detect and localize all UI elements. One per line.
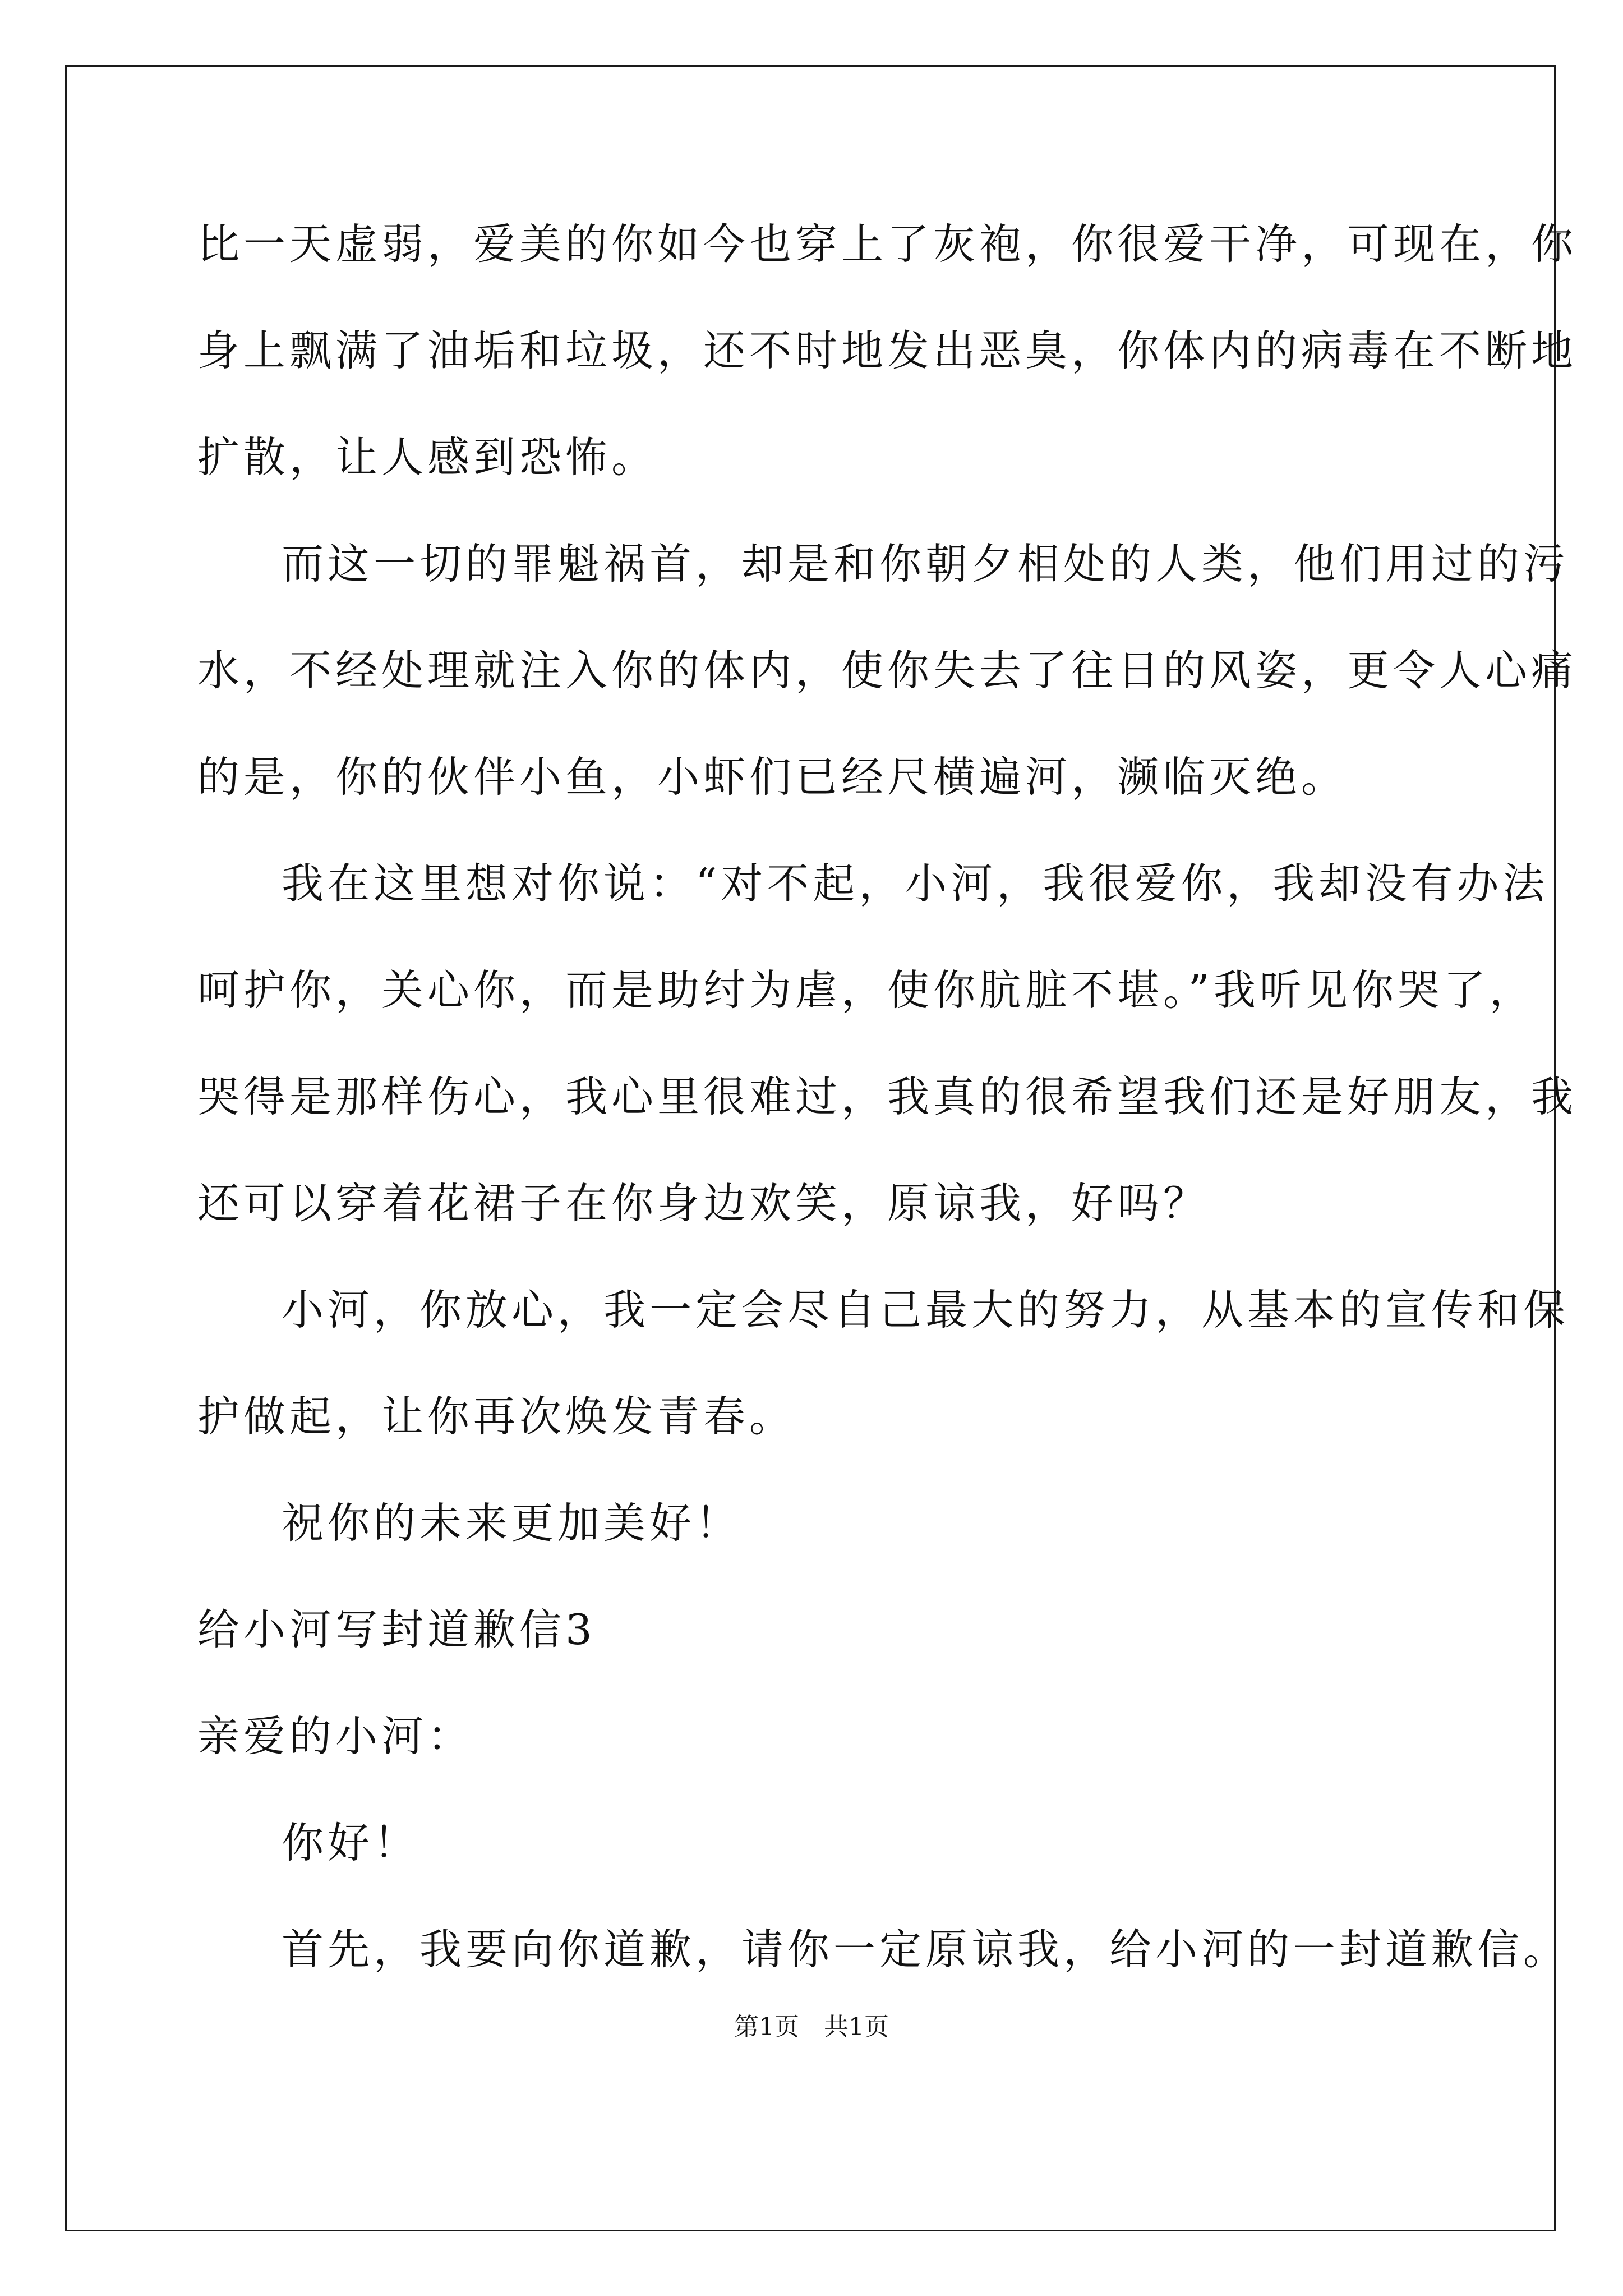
section-heading: 给小河写封道歉信3	[197, 1605, 596, 1654]
text-line: 还可以穿着花裙子在你身边欢笑，原谅我，好吗？	[197, 1179, 1210, 1228]
paragraph-start-line: 我在这里想对你说：“对不起，小河，我很爱你，我却没有办法	[282, 859, 1549, 908]
text-line: 身上飘满了油垢和垃圾，还不时地发出恶臭，你体内的病毒在不断地	[197, 326, 1578, 375]
text-line: 呵护你，关心你，而是助纣为虐，使你肮脏不堪。”我听见你哭了，	[197, 965, 1536, 1015]
salutation: 亲爱的小河：	[197, 1711, 474, 1761]
text-line: 扩散，让人感到恐怖。	[197, 432, 658, 482]
text-line: 护做起，让你再次焕发青春。	[197, 1392, 796, 1441]
closing-wish: 祝你的未来更加美好！	[282, 1498, 742, 1548]
paragraph-start-line: 而这一切的罪魁祸首，却是和你朝夕相处的人类，他们用过的污	[282, 539, 1570, 588]
document-body	[197, 210, 1578, 2022]
paragraph-start-line: 首先，我要向你道歉，请你一定原谅我，给小河的一封道歉信。	[282, 1925, 1570, 1974]
text-line: 比一天虚弱，爱美的你如今也穿上了灰袍，你很爱干净，可现在，你	[197, 219, 1578, 269]
greeting: 你好！	[282, 1818, 420, 1867]
text-line: 水，不经处理就注入你的体内，使你失去了往日的风姿，更令人心痛	[197, 646, 1578, 695]
text-line: 哭得是那样伤心，我心里很难过，我真的很希望我们还是好朋友，我	[197, 1072, 1578, 1121]
text-line: 的是，你的伙伴小鱼，小虾们已经尺横遍河，濒临灭绝。	[197, 752, 1348, 802]
paragraph-start-line: 小河，你放心，我一定会尽自己最大的努力，从基本的宣传和保	[282, 1285, 1570, 1335]
page-number-footer: 第1页 共1页	[734, 2013, 889, 2041]
